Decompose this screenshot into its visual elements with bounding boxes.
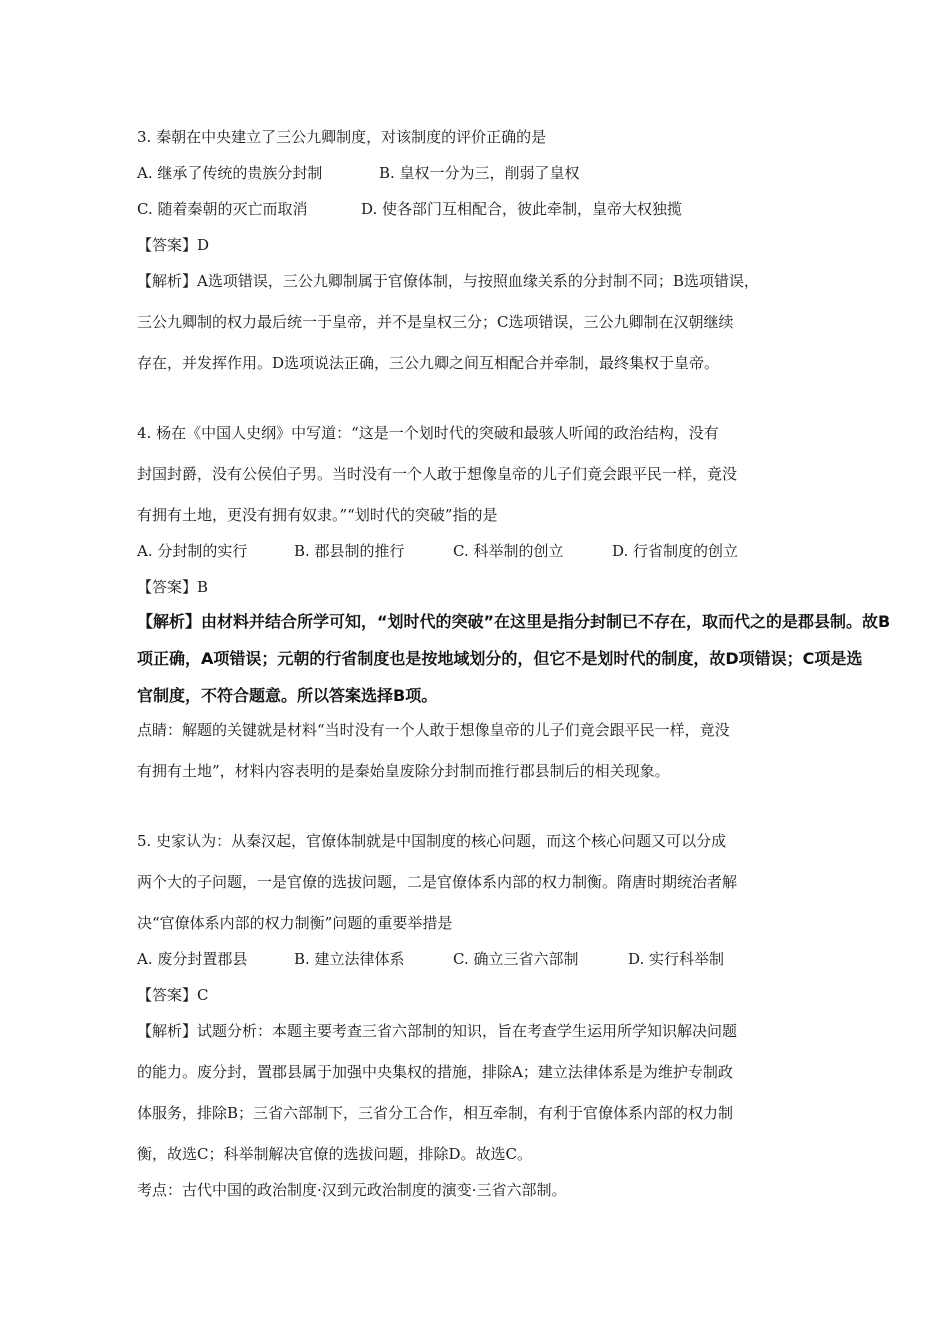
q4-stem-line: 有拥有土地，更没有拥有奴隶。”“划时代的突破”指的是: [137, 506, 498, 524]
q5-option-b: B. 建立法律体系: [294, 950, 405, 968]
q5-kaodian: 考点：古代中国的政治制度·汉到元政治制度的演变·三省六部制。: [137, 1181, 567, 1199]
q5-analysis-line: 【解析】试题分析：本题主要考查三省六部制的知识，旨在考查学生运用所学知识解决问题: [137, 1022, 738, 1040]
q5-options-row: [137, 949, 724, 969]
q5-analysis-line: 体服务，排除B；三省六部制下，三省分工合作，相互牵制，有利于官僚体系内部的权力制: [137, 1104, 734, 1122]
q4-stem-line: 4. 杨在《中国人史纲》中写道：“这是一个划时代的突破和最骇人听闻的政治结构，没有: [137, 424, 719, 442]
q3-analysis-line: 【解析】A选项错误，三公九卿制属于官僚体制，与按照血缘关系的分封制不同；B选项错误，: [137, 272, 759, 290]
q5-analysis-line: 的能力。废分封，置郡县属于加强中央集权的措施，排除A；建立法律体系是为维护专制政: [137, 1063, 733, 1081]
q5-stem-line: 5. 史家认为：从秦汉起，官僚体制就是中国制度的核心问题，而这个核心问题又可以分成: [137, 832, 727, 850]
q4-option-c: C. 科举制的创立: [453, 542, 564, 560]
q3-option-c: C. 随着秦朝的灭亡而取消: [137, 200, 308, 218]
q4-analysis-line: 项正确，A项错误；元朝的行省制度也是按地域划分的，但它不是划时代的制度，故D项错误；C项是选: [137, 649, 863, 668]
q4-note-line: 点睛：解题的关键就是材料“当时没有一个人敢于想像皇帝的儿子们竟会跟平民一样，竟没: [137, 721, 730, 739]
q5-option-d: D. 实行科举制: [628, 950, 725, 968]
q5-stem-line: 两个大的子问题，一是官僚的选拔问题，二是官僚体系内部的权力制衡。隋唐时期统治者解: [137, 873, 738, 891]
q3-options-row2: [137, 199, 682, 219]
q4-option-b: B. 郡县制的推行: [294, 542, 405, 560]
q3-analysis-line: 三公九卿制的权力最后统一于皇帝，并不是皇权三分；C选项错误，三公九卿制在汉朝继续: [137, 313, 734, 331]
q4-answer: 【答案】B: [137, 578, 209, 596]
q4-options-row: [137, 541, 738, 561]
q4-option-a: A. 分封制的实行: [137, 542, 248, 560]
q4-analysis-line: 官制度，不符合题意。所以答案选择B项。: [137, 686, 438, 705]
q3-options-row1: [137, 163, 580, 183]
q5-option-a: A. 废分封置郡县: [137, 950, 248, 968]
q3-stem: 3. 秦朝在中央建立了三公九卿制度，对该制度的评价正确的是: [137, 128, 547, 146]
q5-option-c: C. 确立三省六部制: [453, 950, 579, 968]
q4-note-line: 有拥有土地”，材料内容表明的是秦始皇废除分封制而推行郡县制后的相关现象。: [137, 762, 670, 780]
q5-answer: 【答案】C: [137, 986, 209, 1004]
q4-stem-line: 封国封爵，没有公侯伯子男。当时没有一个人敢于想像皇帝的儿子们竟会跟平民一样，竟没: [137, 465, 738, 483]
q3-option-a: A. 继承了传统的贵族分封制: [137, 164, 323, 182]
q5-analysis-line: 衡，故选C；科举制解决官僚的选拔问题，排除D。故选C。: [137, 1145, 532, 1163]
q5-stem-line: 决“官僚体系内部的权力制衡”问题的重要举措是: [137, 914, 453, 932]
q3-option-b: B. 皇权一分为三，削弱了皇权: [379, 164, 580, 182]
q4-analysis-line: 【解析】由材料并结合所学可知，“划时代的突破”在这里是指分封制已不存在，取而代之的是郡县制。故B: [137, 612, 891, 631]
q3-analysis-line: 存在，并发挥作用。D选项说法正确，三公九卿之间互相配合并牵制，最终集权于皇帝。: [137, 354, 720, 372]
q3-option-d: D. 使各部门互相配合，彼此牵制，皇帝大权独揽: [361, 200, 683, 218]
q4-option-d: D. 行省制度的创立: [612, 542, 739, 560]
q3-answer: 【答案】D: [137, 236, 210, 254]
